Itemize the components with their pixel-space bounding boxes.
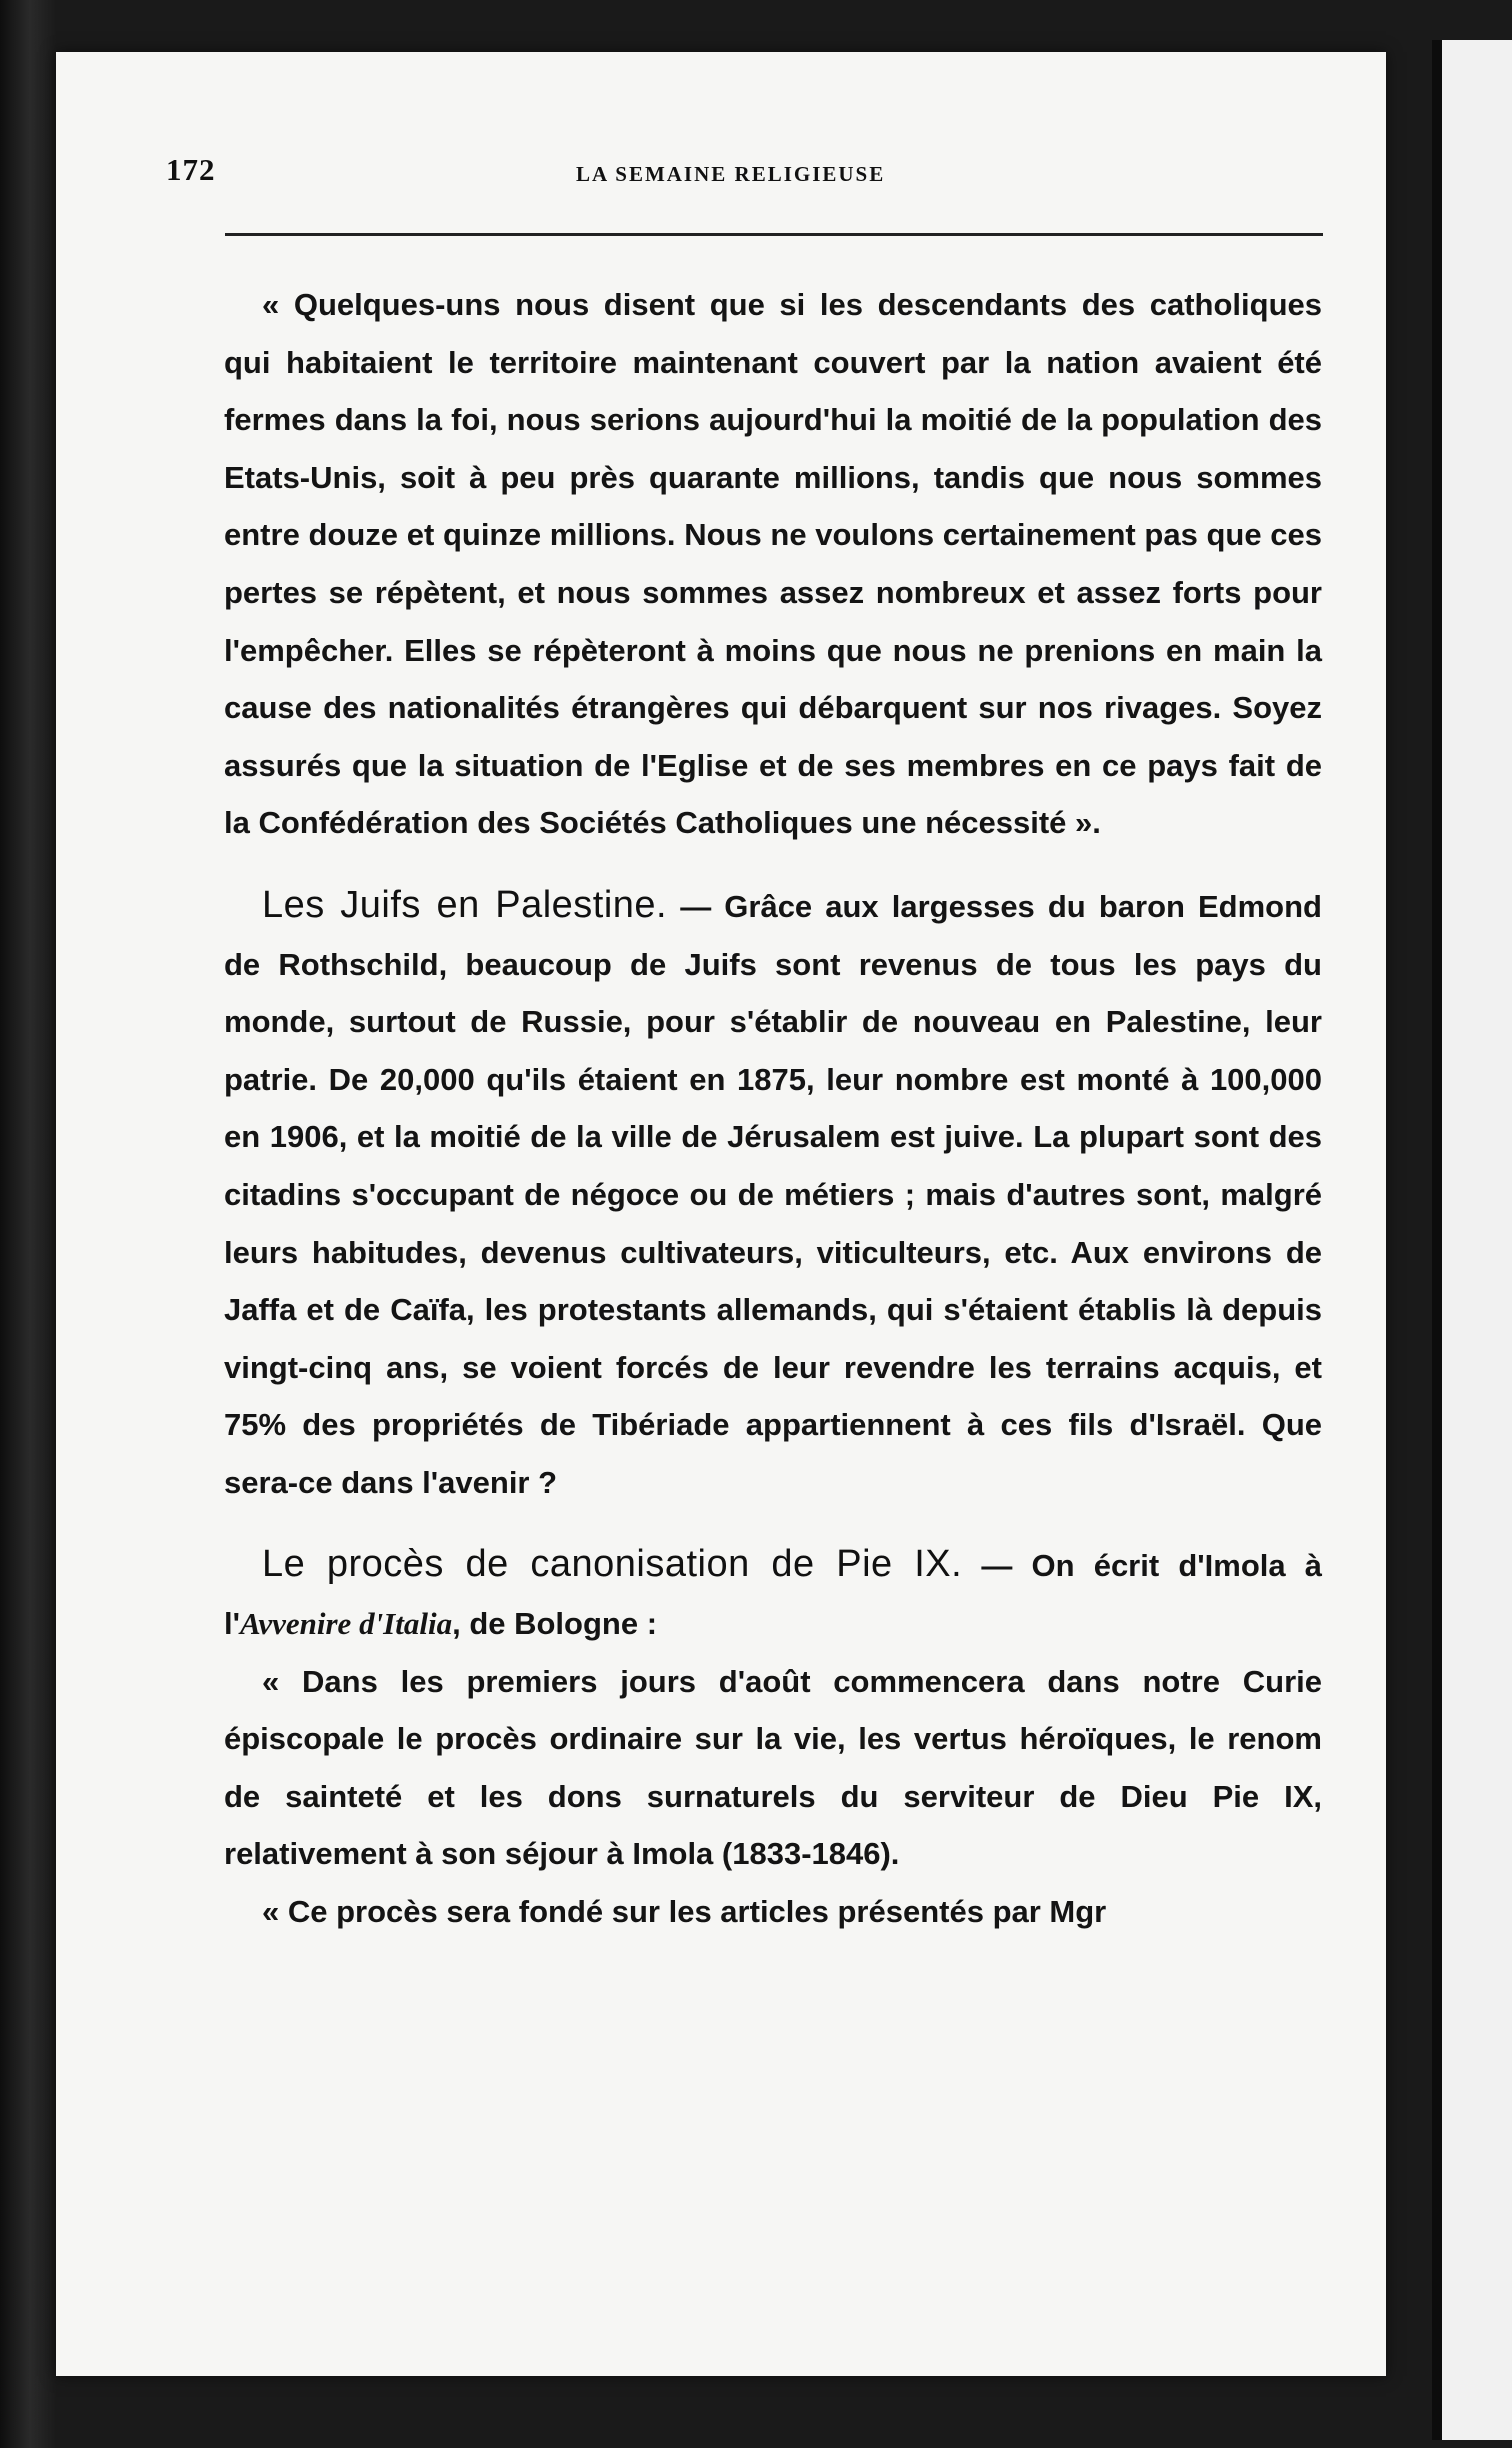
newspaper-title: Avvenire d'Italia (239, 1606, 453, 1642)
running-title: LA SEMAINE RELIGIEUSE (576, 162, 886, 186)
paragraph-proces-ordinaire: « Dans les premiers jours d'août commencera dans notre Curie épiscopale le procès ordinaire sur la vie, les vertus héroïques, le renom de sainteté et les dons surnaturels du serviteur de Dieu Pie IX, relativement à son séjour à Imola (1833-1846). (224, 1663, 1322, 1872)
canonisation-intro-end: , de Bologne : (452, 1606, 658, 1642)
section-heading-canonisation: Le procès de canonisation de Pie IX. (262, 1543, 963, 1586)
paragraph-juifs-body: — Grâce aux largesses du baron Edmond de Rothschild, beaucoup de Juifs sont revenus de tous les pays du monde, surtout de Russie, pour s'établir de nouveau en Palestine, leur patrie. De 20,000 qu'ils étaient en 1875, leur nombre est monté à 100,000 en 1906, et la moitié de la ville de Jérusalem est juive. La plupart sont des citadins s'occupant de négoce ou de métiers ; mais d'autres sont, malgré leurs habitudes, devenus cultivateurs, viticulteurs, etc. Aux environs de Jaffa et de Caïfa, les protestants allemands, qui s'étaient établis là depuis vingt-cinq ans, se voient forcés de leur revendre les terrains acquis, et 75% des propriétés de Tibériade appartiennent à ces fils d'Israël. Que sera-ce dans l'avenir ? (224, 888, 1322, 1500)
paragraph-canonisation-intro (224, 1536, 1322, 1652)
paragraph-quote-confederation: « Quelques-uns nous disent que si les descendants des catholiques qui habitaient le territoire maintenant couvert par la nation avaient été fermes dans la foi, nous serions aujourd'hui la moitié de la population des Etats-Unis, soit à peu près quarante millions, tandis que nous sommes entre douze et quinze millions. Nous ne voulons certainement pas que ces pertes se répètent, et nous sommes assez nombreux et assez forts pour l'empêcher. Elles se répèteront à moins que nous ne prenions en main la cause des nationalités étrangères qui débarquent sur nos rivages. Soyez assurés que la situation de l'Eglise et de ses membres en ce pays fait de la Confédération des Sociétés Catholiques une nécessité ». (224, 287, 1322, 841)
page-header (166, 152, 1326, 202)
page-number: 172 (166, 152, 216, 187)
paragraph-juifs-palestine (224, 877, 1322, 1512)
adjacent-page-edge (1432, 40, 1512, 2440)
section-heading-juifs: Les Juifs en Palestine. (262, 883, 668, 926)
canonisation-intro-text: — On écrit d'Imola à l' (224, 1548, 1323, 1642)
header-rule (225, 233, 1323, 236)
paragraph-articles-mgr: « Ce procès sera fondé sur les articles présentés par Mgr (262, 1894, 1107, 1930)
page-body (224, 276, 1322, 1941)
